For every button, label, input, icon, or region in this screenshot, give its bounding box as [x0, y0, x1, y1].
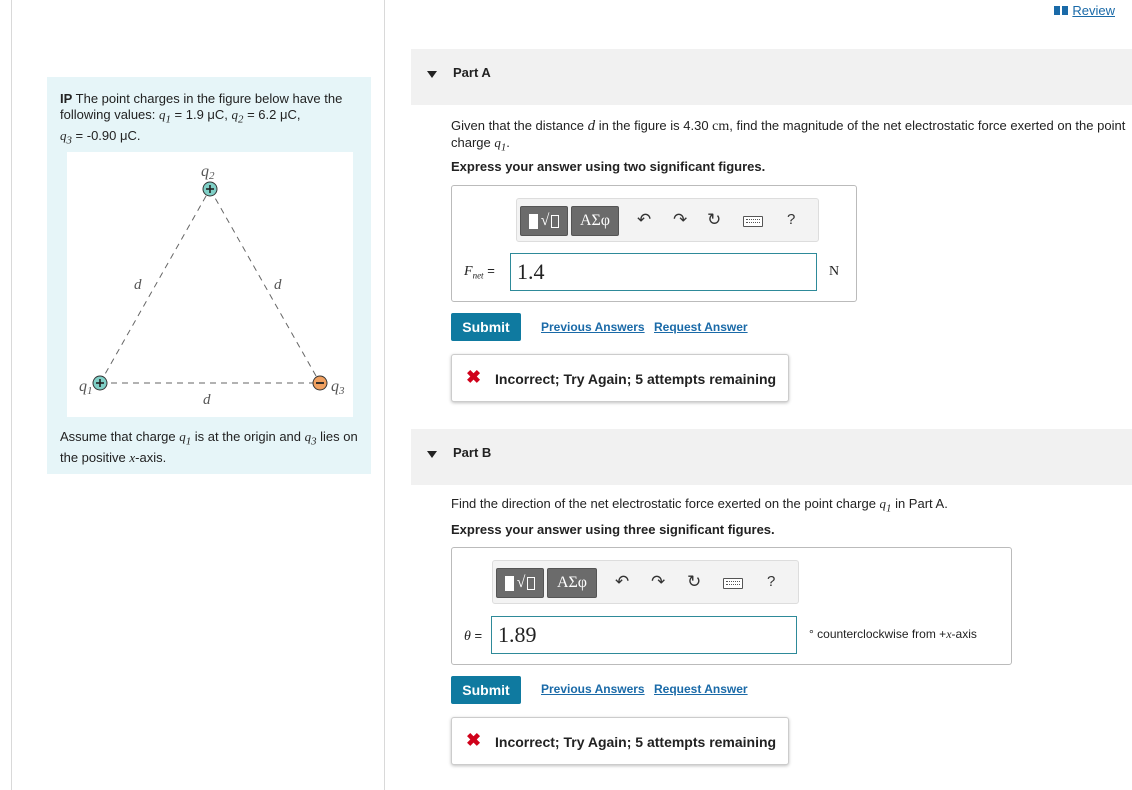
- d-right-label: d: [274, 277, 282, 293]
- d-bottom-label: d: [203, 392, 211, 408]
- part-a-feedback-text: Incorrect; Try Again; 5 attempts remaining: [495, 371, 777, 387]
- q2-subscript: 2: [238, 113, 244, 126]
- q3-subscript: 3: [66, 134, 72, 147]
- assume-q3: q: [304, 429, 312, 444]
- unit-x: x: [946, 627, 952, 641]
- problem-statement: [60, 91, 360, 148]
- collapse-caret-icon[interactable]: [427, 451, 437, 458]
- help-icon[interactable]: ?: [767, 573, 776, 590]
- q2-value: = 6.2 μC,: [243, 107, 301, 122]
- book-icon: [1054, 6, 1068, 15]
- qa-text-c: , find the magnitude of the net electrostatic force exerted on the point charge: [451, 118, 1126, 150]
- sqrt-icon: √: [516, 574, 526, 591]
- assume-part-a: Assume that charge: [60, 429, 180, 444]
- templates-button[interactable]: [520, 206, 568, 236]
- undo-icon[interactable]: ↶: [637, 210, 652, 229]
- assume-part-b: is at the origin and: [191, 429, 305, 444]
- part-b-header[interactable]: [411, 429, 1132, 485]
- fnet-input[interactable]: 1.4: [510, 253, 817, 291]
- part-a-previous-answers-link[interactable]: Previous Answers: [541, 320, 645, 334]
- part-b-answer-box: [451, 547, 1012, 665]
- part-a-feedback: [451, 354, 789, 402]
- theta-input[interactable]: 1.89: [491, 616, 797, 654]
- part-b-instruction: Express your answer using three significant figures.: [451, 522, 775, 537]
- templates-button[interactable]: [496, 568, 544, 598]
- incorrect-icon: ✖: [466, 367, 482, 387]
- qb-q1-sub: 1: [886, 502, 892, 515]
- assume-q1-sub: 1: [185, 435, 192, 448]
- assume-x: x: [129, 449, 136, 465]
- undo-icon[interactable]: ↶: [615, 572, 630, 591]
- part-b-toolbar: [492, 560, 799, 604]
- incorrect-icon: ✖: [466, 730, 482, 750]
- theta-label: [464, 628, 482, 645]
- theta-symbol: θ: [464, 629, 471, 644]
- part-a-header[interactable]: [411, 49, 1132, 105]
- fnet-subscript: net: [472, 270, 484, 281]
- qa-d: d: [587, 118, 596, 134]
- review-label: Review: [1072, 3, 1115, 18]
- problem-panel: [47, 77, 371, 474]
- collapse-caret-icon[interactable]: [427, 71, 437, 78]
- keyboard-icon[interactable]: [743, 216, 763, 227]
- part-b-question: [451, 496, 1131, 517]
- template-box-icon: [505, 576, 514, 591]
- qa-q1-sub: 1: [500, 141, 507, 154]
- degree-symbol: °: [809, 627, 814, 641]
- q1-charge: [93, 376, 107, 390]
- reset-icon[interactable]: ↻: [707, 210, 722, 229]
- part-a-instruction: Express your answer using two significant figures.: [451, 159, 766, 174]
- template-box-icon: [529, 214, 538, 229]
- help-icon[interactable]: ?: [787, 211, 796, 228]
- center-divider: [384, 0, 385, 790]
- part-a-title: Part A: [453, 65, 491, 80]
- q1-subscript: 1: [165, 113, 171, 126]
- qa-q1: q: [494, 135, 501, 150]
- assume-part-d: -axis.: [135, 449, 167, 465]
- redo-icon[interactable]: ↷: [651, 572, 666, 591]
- assume-q1: q: [179, 429, 186, 444]
- triangle-diagram: [67, 152, 353, 417]
- part-b-feedback-text: Incorrect; Try Again; 5 attempts remaining: [495, 734, 777, 750]
- review-link[interactable]: [1054, 3, 1115, 18]
- part-a-answer-box: [451, 185, 857, 302]
- q1-symbol: q: [159, 107, 166, 122]
- fnet-equals: =: [487, 263, 495, 278]
- assume-q3-sub: 3: [311, 435, 317, 448]
- q1-value: = 1.9 μC,: [170, 107, 232, 122]
- part-b-feedback: [451, 717, 789, 765]
- unit-text-b: -axis: [951, 627, 977, 641]
- charge-figure: [67, 152, 353, 417]
- part-a-toolbar: [516, 198, 819, 242]
- template-empty-icon: [551, 215, 559, 228]
- greek-button[interactable]: ΑΣφ: [571, 206, 619, 236]
- part-a-request-answer-link[interactable]: Request Answer: [654, 320, 748, 334]
- q2-charge: [203, 182, 217, 196]
- part-b-submit-button[interactable]: Submit: [451, 676, 521, 704]
- q3-symbol: q: [60, 127, 67, 143]
- q3-charge: [313, 376, 327, 390]
- qa-text-b: in the figure is 4.30: [595, 118, 713, 133]
- part-b-previous-answers-link[interactable]: Previous Answers: [541, 682, 645, 696]
- unit-text-a: counterclockwise from +: [813, 627, 947, 641]
- greek-button[interactable]: ΑΣφ: [547, 568, 597, 598]
- fnet-symbol: F: [464, 264, 473, 279]
- qa-cm: cm: [712, 119, 730, 134]
- side-q1-q2: [100, 189, 210, 383]
- q2-symbol: q: [231, 107, 239, 122]
- part-b-request-answer-link[interactable]: Request Answer: [654, 682, 748, 696]
- d-left-label: d: [134, 277, 142, 293]
- side-q2-q3: [210, 189, 320, 383]
- direction-unit-label: [809, 627, 977, 642]
- reset-icon[interactable]: ↻: [687, 572, 702, 591]
- part-a-question: [451, 118, 1131, 156]
- assume-part-c: lies on the positive: [60, 429, 358, 465]
- qb-text-b: in Part A.: [891, 496, 948, 511]
- problem-tag: IP: [60, 91, 73, 106]
- redo-icon[interactable]: ↷: [673, 210, 688, 229]
- q2-label: q2: [201, 163, 215, 182]
- part-a-submit-button[interactable]: Submit: [451, 313, 521, 341]
- qb-text-a: Find the direction of the net electrostatic force exerted on the point charge: [451, 496, 880, 511]
- fnet-label: [464, 263, 495, 281]
- assumption-text: [60, 429, 360, 466]
- unit-label: N: [829, 264, 840, 279]
- keyboard-icon[interactable]: [723, 578, 743, 589]
- q3-label: q3: [331, 378, 345, 397]
- qa-text-a: Given that the distance: [451, 118, 588, 133]
- template-empty-icon: [527, 577, 535, 590]
- left-divider: [11, 0, 12, 790]
- qa-end: .: [506, 135, 510, 150]
- problem-intro: The point charges in the figure below have the following values:: [60, 91, 343, 122]
- q1-label: q1: [79, 378, 93, 397]
- theta-equals: =: [474, 628, 483, 643]
- q3-value: = -0.90 μC.: [71, 127, 141, 143]
- sqrt-icon: √: [540, 212, 550, 229]
- part-b-title: Part B: [453, 445, 492, 460]
- qb-q1: q: [879, 496, 887, 511]
